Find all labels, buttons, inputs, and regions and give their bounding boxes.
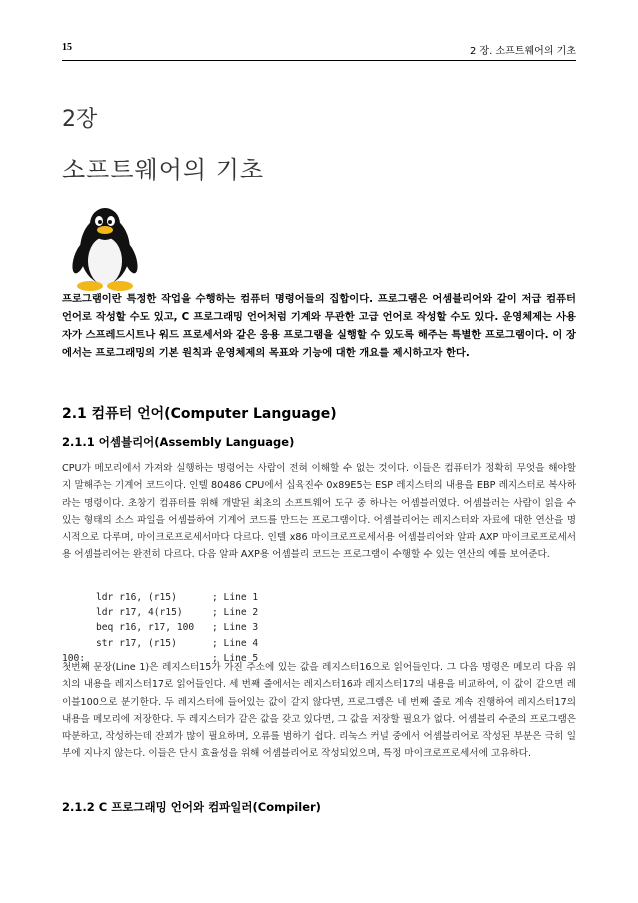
code-line: str r17, (r15) ; Line 4 <box>96 637 259 649</box>
subsection-heading-c-compiler: 2.1.2 C 프로그래밍 언어와 컴파일러(Compiler) <box>62 800 321 814</box>
subsection-heading-assembly: 2.1.1 어셈블리어(Assembly Language) <box>62 435 295 449</box>
code-line: ldr r17, 4(r15) ; Line 2 <box>96 607 259 619</box>
tux-penguin-icon <box>70 206 140 292</box>
code-line: 100: ; Line 5 <box>62 652 259 664</box>
chapter-label: 2장 <box>62 107 98 132</box>
page-number: 15 <box>62 42 72 53</box>
code-listing <box>62 590 258 666</box>
running-title: 2 장. 소프트웨어의 기초 <box>469 46 576 57</box>
chapter-title: 소프트웨어의 기초 <box>62 156 265 184</box>
code-line: ldr r16, (r15) ; Line 1 <box>96 592 259 603</box>
running-header <box>62 38 576 61</box>
intro-paragraph: 프로그램이란 특정한 작업을 수행하는 컴퓨터 명령어들의 집합이다. 프로그램은 어셈블리어와 같이 저급 컴퓨터 언어로 작성할 수도 있고, C 프로그래밍 언어처럼 기계와 무관한 고급 언어로 작성할 수도 있다. 운영체제는 사용자가 스프레드시트나 워드 프로세서와 같은 응용 프로그램을 실행할 수 있도록 해주는 특별한 프로그램이다. 이 장에서는 프로그래밍의 기본 원칙과 운영체제의 목표와 기능에 대한 개요를 제시하고자 한다. <box>62 293 576 359</box>
code-line: beq r16, r17, 100 ; Line 3 <box>96 622 259 634</box>
assembly-paragraph: CPU가 메모리에서 가져와 실행하는 명령어는 사람이 전혀 이해할 수 없는 것이다. 이들은 컴퓨터가 정확히 무엇을 해야할 지 말해주는 기계어 코드이다. 인텔 80486 CPU에서 십육진수 0x89E5는 ESP 레지스터의 내용을 EBP 레지스터로 복사하라는 명령이다. 초창기 컴퓨터를 위해 개발된 최초의 소프트웨어 도구 중 하나는 어셈블러였다. 어셈블러는 사람이 읽을 수 있는 형태의 소스 파일을 어셈블하여 기계어 코드를 만드는 프로그램이다. 어셈블리어는 레지스터와 자료에 대한 연산을 명시적으로 다루며, 마이크로프로세서마다 다르다. 인텔 x86 마이크로프로세서용 어셈블리어와 알파 AXP 마이크로프로세서용 어셈블리어는 완전히 다르다. 다음 알파 AXP용 어셈블리 코드는 프로그램이 수행할 수 있는 연산의 예를 보여준다. <box>62 463 576 561</box>
section-heading: 2.1 컴퓨터 언어(Computer Language) <box>62 406 337 422</box>
assembly-explanation-paragraph: 첫번째 문장(Line 1)은 레지스터15가 가진 주소에 있는 값을 레지스터16으로 읽어들인다. 그 다음 명령은 메모리 다음 위치의 내용을 레지스터17로 읽어들인다. 세 번째 줄에서는 레지스터16과 레지스터17의 내용을 비교하여, 이 값이 같으면 레이블100으로 분기한다. 두 레지스터에 들어있는 값이 같지 않다면, 프로그램은 네 번째 줄로 계속 진행하여 레지스터17의 내용을 메모리에 저장한다. 두 레지스터가 같은 값을 갖고 있다면, 그 값을 저장할 필요가 없다. 어셈블리 수준의 프로그램은 따분하고, 작성하는데 잔꾀가 많이 필요하며, 오류를 범하기 쉽다. 리눅스 커널 중에서 어셈블리어로 작성된 부분은 극히 일부에 지나지 않는다. 이들은 단시 효율성을 위해 어셈블리어로 작성되었으며, 특정 마이크로프로세서에 고유하다. <box>62 662 576 760</box>
